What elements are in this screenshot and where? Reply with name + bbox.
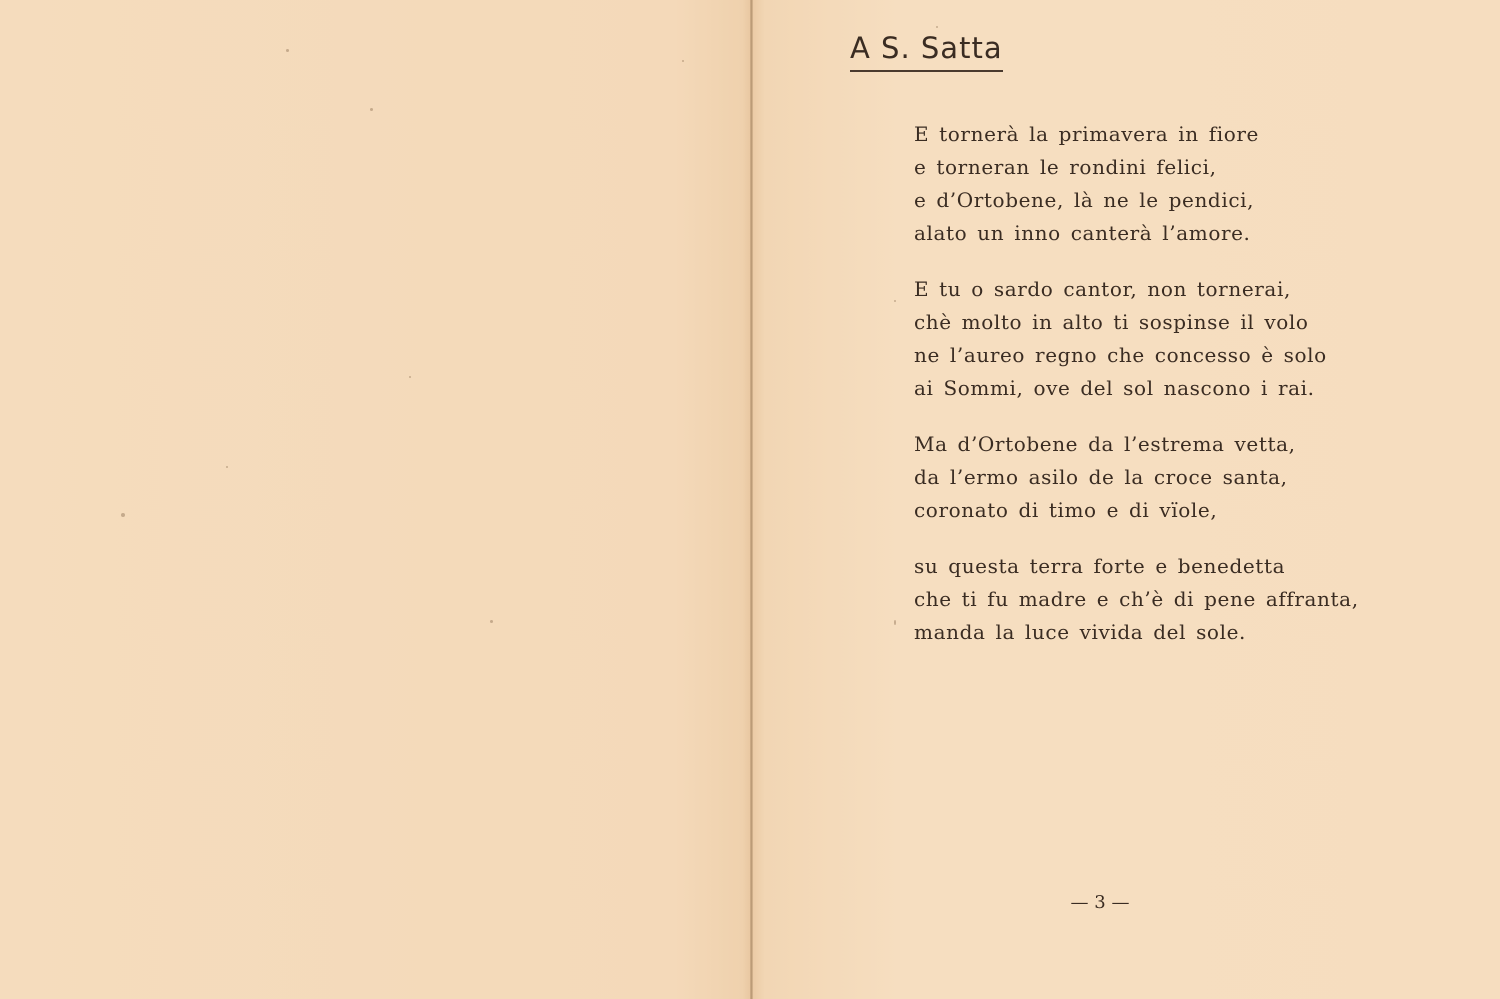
poem-line: ai Sommi, ove del sol nascono i rai. [914,376,1315,400]
poem-body [914,118,1454,672]
book-gutter [750,0,753,999]
paper-speck [409,376,411,378]
paper-speck [490,620,493,623]
poem-title: A S. Satta [850,28,1003,72]
poem-line: Ma d’Ortobene da l’estrema vetta, [914,432,1296,456]
poem-line: manda la luce vivida del sole. [914,620,1246,644]
right-page [754,0,1500,999]
poem-line: e d’Ortobene, là ne le pendici, [914,188,1255,212]
poem-line: che ti fu madre e ch’è di pene affranta, [914,587,1359,611]
stanza [914,550,1454,649]
paper-speck [121,513,125,517]
poem-line: E tu o sardo cantor, non tornerai, [914,277,1291,301]
poem-line: chè molto in alto ti sospinse il volo [914,310,1309,334]
paper-speck [894,300,896,302]
poem-line: alato un inno canterà l’amore. [914,221,1251,245]
page-number: — 3 — [1070,892,1130,913]
stanza [914,118,1454,250]
paper-speck [682,60,684,62]
paper-speck [286,49,289,52]
poem-line: E tornerà la primavera in fiore [914,122,1259,146]
poem-line: ne l’aureo regno che concesso è solo [914,343,1327,367]
paper-speck [226,466,228,468]
paper-speck [370,108,373,111]
stanza [914,273,1454,405]
poem-line: da l’ermo asilo de la croce santa, [914,465,1288,489]
paper-speck [894,620,896,625]
poem-line: coronato di timo e di vïole, [914,498,1218,522]
paper-speck [936,26,938,28]
stanza [914,428,1454,527]
poem-line: e torneran le rondini felici, [914,155,1217,179]
poem-line: su questa terra forte e benedetta [914,554,1286,578]
